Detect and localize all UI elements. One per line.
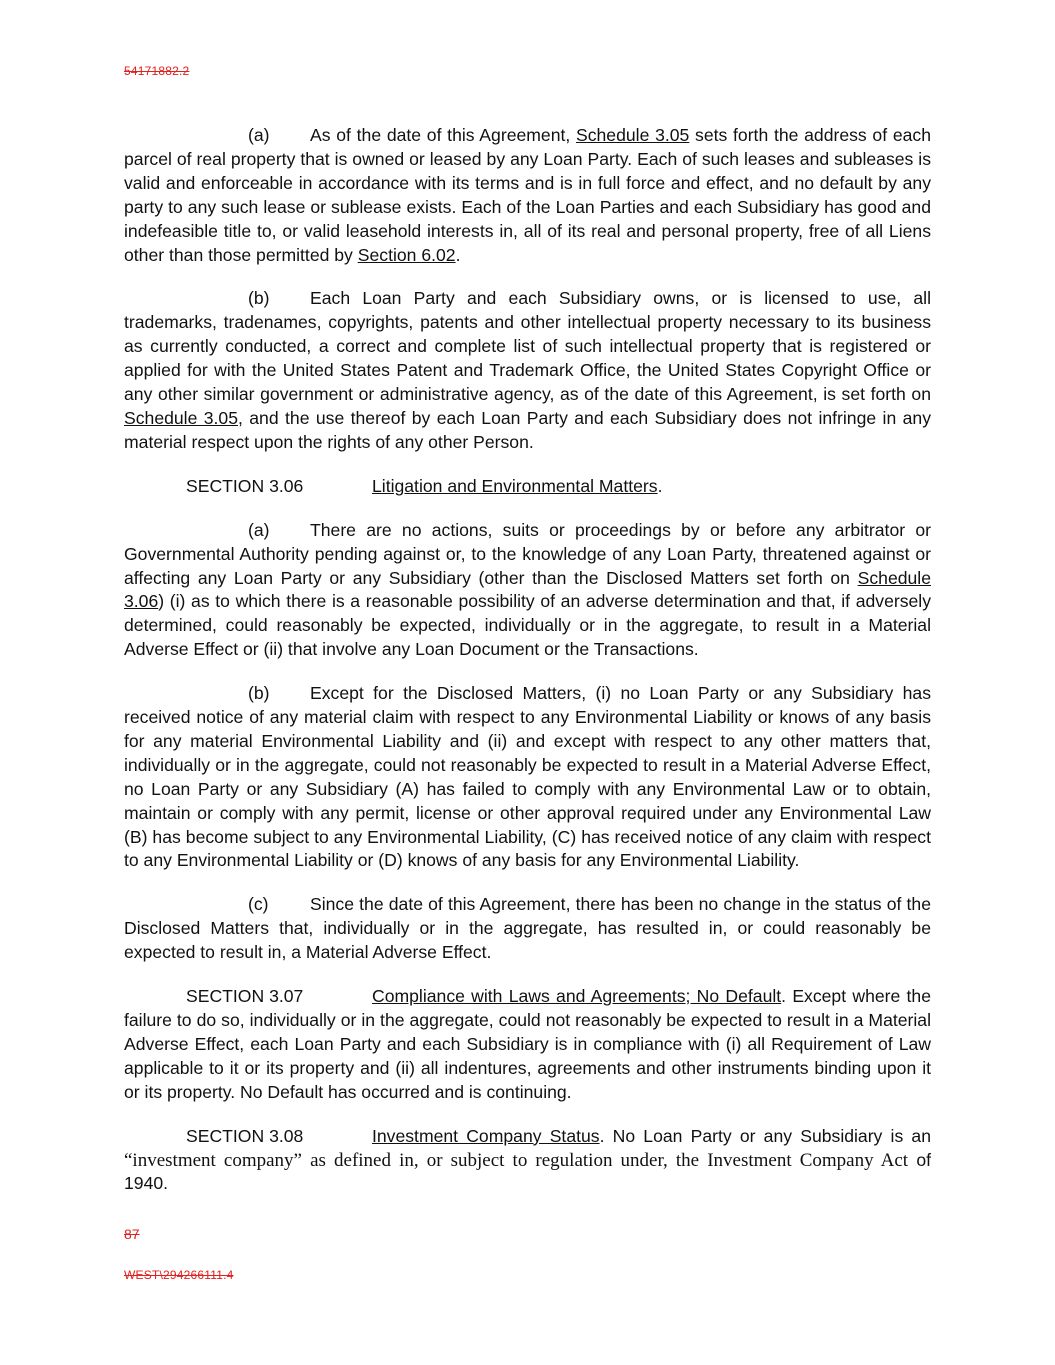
schedule-3-05-reference: Schedule 3.05 xyxy=(124,407,238,428)
text: . No Loan Party or any Subsidiary is an xyxy=(599,1125,931,1146)
section-3-06-c xyxy=(124,893,931,965)
text: As of the date of this Agreement, xyxy=(310,125,576,145)
text: Except for the Disclosed Matters, (i) no Loan Party or any Subsidiary has received notice of any material claim with respect to any Environmental Liability or knows of any basis for any material Environmental Liability and (ii) and except with respect to any other matters that, individually or in the aggregate, could not reasonably be expected to result in a Material Adverse Effect, no Loan Party or any Subsidiary (A) has failed to comply with any Environmental Law or to obtain, maintain or comply with any permit, license or other approval required under any Environmental Law (B) has become subject to any Environmental Liability, (C) has received notice of any claim with respect to any Environmental Liability or (D) knows of any basis for any Environmental Liability. xyxy=(124,683,931,871)
text: Since the date of this Agreement, there has been no change in the status of the Disclosed Matters that, individually or in the aggregate, has resulted in, or could reasonably be expected to result in, a Material Adverse Effect. xyxy=(124,894,931,963)
section-title: Compliance with Laws and Agreements; No Default xyxy=(372,986,782,1007)
schedule-3-06-reference: Schedule 3.06 xyxy=(124,567,931,612)
clause-label: (b) xyxy=(248,683,270,704)
text: There are no actions, suits or proceedings by or before any arbitrator or Governmental Authority pending against or, to the knowledge of any Loan Party, threatened against or affecting any Loan Party or any Subsidiary (other than the Disclosed Matters set forth on xyxy=(124,519,931,588)
section-3-06-heading xyxy=(124,475,931,499)
page-number: 87 xyxy=(124,1226,140,1242)
section-3-06-b xyxy=(124,682,931,873)
document-footer-id: WEST\294266111.4 xyxy=(124,1268,234,1282)
section-number: SECTION 3.06 xyxy=(186,475,304,496)
text-serif: “investment company” as defined in, or subject to regulation under, the Investment Company Act xyxy=(124,1149,909,1171)
section-6-02-reference: Section 6.02 xyxy=(357,244,456,265)
text: , and the use thereof by each Loan Party and each Subsidiary does not infringe in any material respect upon the rights of any other Person. xyxy=(124,407,931,452)
section-number: SECTION 3.07 xyxy=(186,986,304,1007)
clause-label: (a) xyxy=(248,125,270,145)
document-body xyxy=(124,124,931,1216)
section-title: Litigation and Environmental Matters xyxy=(372,475,658,496)
text: ) (i) as to which there is a reasonable possibility of an adverse determination and that, if adversely determined, could reasonably be expected, individually or in the aggregate, to result in a Material Adverse Effect or (ii) that involve any Loan Document or the Transactions. xyxy=(124,591,931,660)
section-3-08 xyxy=(124,1125,931,1197)
text: . xyxy=(455,244,461,265)
text: . Except where the failure to do so, individually or in the aggregate, could not reasonably be expected to result in a Material Adverse Effect, each Loan Party and each Subsidiary is in compliance with (i) all Requirement of Law applicable to it or its property and (ii) all indentures, agreements and other instruments binding upon it or its property. No Default has occurred and is continuing. xyxy=(124,986,931,1102)
text: sets forth the address of each parcel of real property that is owned or leased by any Loan Party. Each of such leases and subleases is valid and enforceable in accordance with its terms and is in full force and effect, and no default by any party to any such lease or sublease exists. Each of the Loan Parties and each Subsidiary has good and indefeasible title to, or valid leasehold interests in, all of its real and personal property, free of all Liens other than those permitted by xyxy=(124,125,931,265)
document-header-id: 54171882.2 xyxy=(124,64,190,78)
section-3-05-b xyxy=(124,287,931,454)
section-title: Investment Company Status xyxy=(372,1125,600,1146)
text: of 1940. xyxy=(124,1149,932,1194)
clause-label: (c) xyxy=(248,894,269,915)
text: . xyxy=(657,475,663,496)
section-3-07 xyxy=(124,985,931,1105)
schedule-3-05-reference: Schedule 3.05 xyxy=(575,125,690,145)
section-3-06-a xyxy=(124,519,931,662)
section-3-05-a xyxy=(124,124,931,267)
text: Each Loan Party and each Subsidiary owns, or is licensed to use, all trademarks, tradenames, copyrights, patents and other intellectual property necessary to its business as currently conducted, a correct and complete list of such intellectual property that is registered or applied for with the United States Patent and Trademark Office, the United States Copyright Office or any other similar government or administrative agency, as of the date of this Agreement, is set forth on xyxy=(124,288,931,405)
clause-label: (b) xyxy=(248,288,270,309)
section-number: SECTION 3.08 xyxy=(186,1125,304,1146)
clause-label: (a) xyxy=(248,519,270,540)
